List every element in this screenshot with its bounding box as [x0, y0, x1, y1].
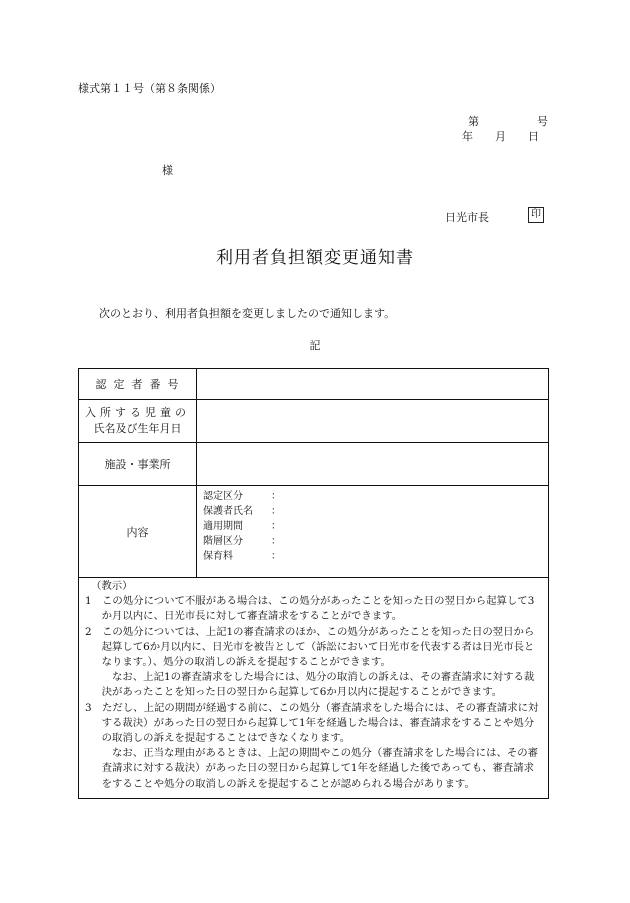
- label-facility: 施設・事業所: [79, 443, 197, 485]
- ki-heading: 記: [309, 339, 321, 352]
- instruction-1: 1 この処分について不服がある場合は、この処分があったことを知った日の翌日から起算して3か月以内に、日光市長に対して審査請求をすることができます。: [85, 595, 535, 623]
- label-child-info-line2: 氏名及び生年月日: [93, 422, 182, 435]
- number-label-dai: 第: [468, 115, 479, 128]
- instructions-header: （教示）: [91, 580, 133, 592]
- row-facility: [79, 443, 548, 486]
- content-item: 保護者氏名 ：: [203, 506, 281, 517]
- content-item: 認定区分 ：: [203, 491, 281, 502]
- seal-mark: 印: [528, 207, 544, 223]
- label-content: 内容: [79, 486, 197, 577]
- row-certified-number: [79, 369, 548, 400]
- instruction-3-note: なお、正当な理由があるときは、上記の期間やこの処分（審査請求をした場合には、その審査請求に対する裁決）があった日の翌日から起算して1年を経過した後であっても、審査請求をすることや処分の取消しの訴えを提起することが認められる場合があります。: [101, 747, 539, 790]
- date-month: 月: [495, 130, 506, 143]
- sender-name: 日光市長: [445, 211, 489, 224]
- label-child-info-line1: 入所する児童の: [85, 406, 190, 419]
- document-number-line: [468, 113, 548, 129]
- row-content: [79, 486, 548, 578]
- instruction-3: 3 ただし、上記の期間が経過する前に、この処分（審査請求をした場合には、その審査請求に対する裁決）があった日の翌日から起算して1年を経過した場合は、審査請求をすることや処分の取消しの訴えを提起することはできなくなります。: [85, 701, 539, 745]
- number-label-go: 号: [537, 115, 548, 128]
- content-item: 階層区分 ：: [203, 536, 281, 547]
- content-list: [203, 489, 281, 564]
- date-day: 日: [528, 130, 539, 143]
- row-child-info: [79, 400, 548, 443]
- form-number: 様式第１１号（第８条関係）: [78, 82, 221, 95]
- document-title: 利用者負担額変更通知書: [216, 248, 414, 268]
- instruction-2-note: なお、上記1の審査請求をした場合には、処分の取消しの訴えは、その審査請求に対する裁決があったことを知った日の翌日から起算して6か月以内に提起することができます。: [101, 671, 535, 699]
- instructions-block: [85, 579, 543, 792]
- date-year: 年: [462, 130, 473, 143]
- instruction-2: 2 この処分については、上記1の審査請求のほか、この処分があったことを知った日の翌日から起算して6か月以内に、日光市を被告として（訴訟において日光市を代表する者は日光市長となります。）、処分の取消しの訴えを提起することができます。: [85, 625, 535, 669]
- addressee-suffix: 様: [162, 164, 173, 177]
- label-certified-number: 認定者番号: [79, 369, 197, 399]
- intro-text: 次のとおり、利用者負担額を変更しましたので通知します。: [99, 307, 396, 320]
- label-child-info: [79, 400, 197, 442]
- content-item: 適用期間 ：: [203, 521, 281, 532]
- details-table: [78, 368, 549, 799]
- date-line: [462, 128, 539, 144]
- content-item: 保育料 ：: [203, 551, 281, 562]
